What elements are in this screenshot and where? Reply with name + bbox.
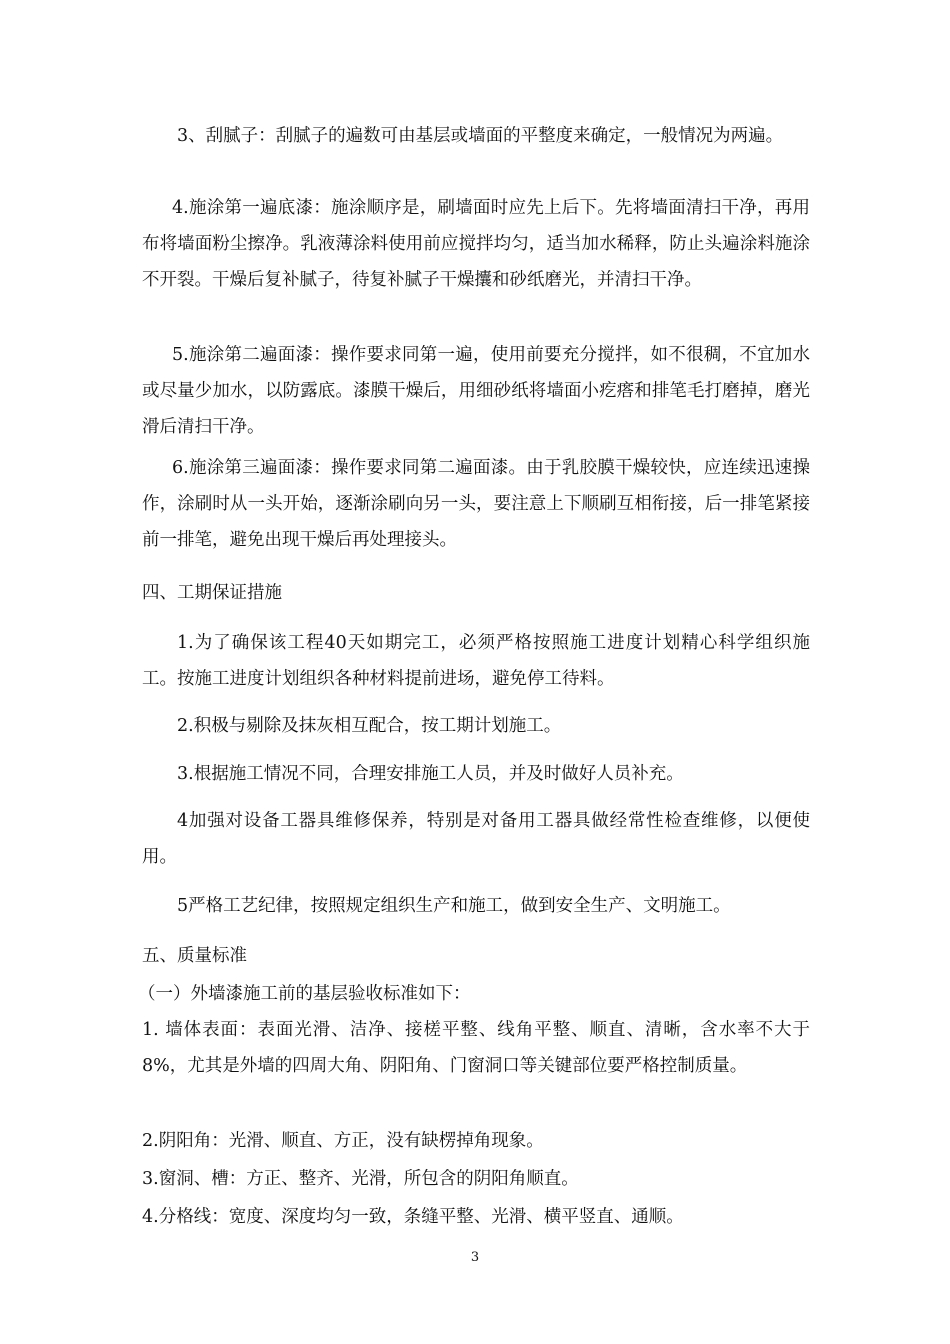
paragraph-second-coat: 5.施涂第二遍面漆：操作要求同第一遍，使用前要充分搅拌，如不很稠，不宜加水或尽量少加水，以防露底。漆膜干燥后，用细砂纸将墙面小疙瘩和排笔毛打磨掉，磨光滑后清扫干净。 [142, 345, 810, 437]
paragraph-first-coat: 4.施涂第一遍底漆：施涂顺序是，刷墙面时应先上后下。先将墙面清扫干净，再用布将墙面粉尘擦净。乳液薄涂料使用前应搅拌均匀，适当加水稀释，防止头遍涂料施涂不开裂。干燥后复补腻子，待复补腻子干燥攮和砂纸磨光，并清扫干净。 [142, 198, 810, 290]
paragraph-schedule-1: 1.为了确保该工程40天如期完工，必须严格按照施工进度计划精心科学组织施工。按施工进度计划组织各种材料提前进场，避免停工待料。 [142, 633, 810, 689]
paragraph-third-coat: 6.施涂第三遍面漆：操作要求同第二遍面漆。由于乳胶膜干燥较快，应连续迅速操作，涂刷时从一头开始，逐渐涂刷向另一头，要注意上下顺刷互相衔接，后一排笔紧接前一排笔，避免出现干燥后再处理接头。 [142, 458, 810, 550]
paragraph-quality-1: 1. 墙体表面：表面光滑、洁净、接槎平整、线角平整、顺直、清晰，含水率不大于 8%，尤其是外墙的四周大角、阴阳角、门窗洞口等关键部位要严格控制质量。 [142, 1020, 810, 1076]
paragraph-quality-4: 4.分格线：宽度、深度均匀一致，条缝平整、光滑、横平竖直、通顺。 [142, 1207, 684, 1227]
page-number: 3 [470, 1250, 480, 1265]
paragraph-quality-3: 3.窗洞、槽：方正、整齐、光滑，所包含的阴阳角顺直。 [142, 1169, 579, 1189]
section-heading-schedule: 四、工期保证措施 [142, 583, 282, 603]
subsection-heading-base-acceptance: （一）外墙漆施工前的基层验收标准如下： [138, 984, 471, 1004]
paragraph-quality-2: 2.阴阳角：光滑、顺直、方正，没有缺楞掉角现象。 [142, 1131, 544, 1151]
section-heading-quality: 五、质量标准 [142, 946, 247, 966]
paragraph-schedule-5: 5严格工艺纪律，按照规定组织生产和施工，做到安全生产、文明施工。 [177, 896, 731, 916]
paragraph-schedule-2: 2.积极与剔除及抹灰相互配合，按工期计划施工。 [177, 716, 562, 736]
paragraph-schedule-4: 4加强对设备工器具维修保养，特别是对备用工器具做经常性检查维修，以便使用。 [142, 811, 810, 867]
paragraph-schedule-3: 3.根据施工情况不同，合理安排施工人员，并及时做好人员补充。 [177, 764, 684, 784]
paragraph-putty: 3、刮腻子：刮腻子的遍数可由基层或墙面的平整度来确定，一般情况为两遍。 [177, 126, 784, 146]
